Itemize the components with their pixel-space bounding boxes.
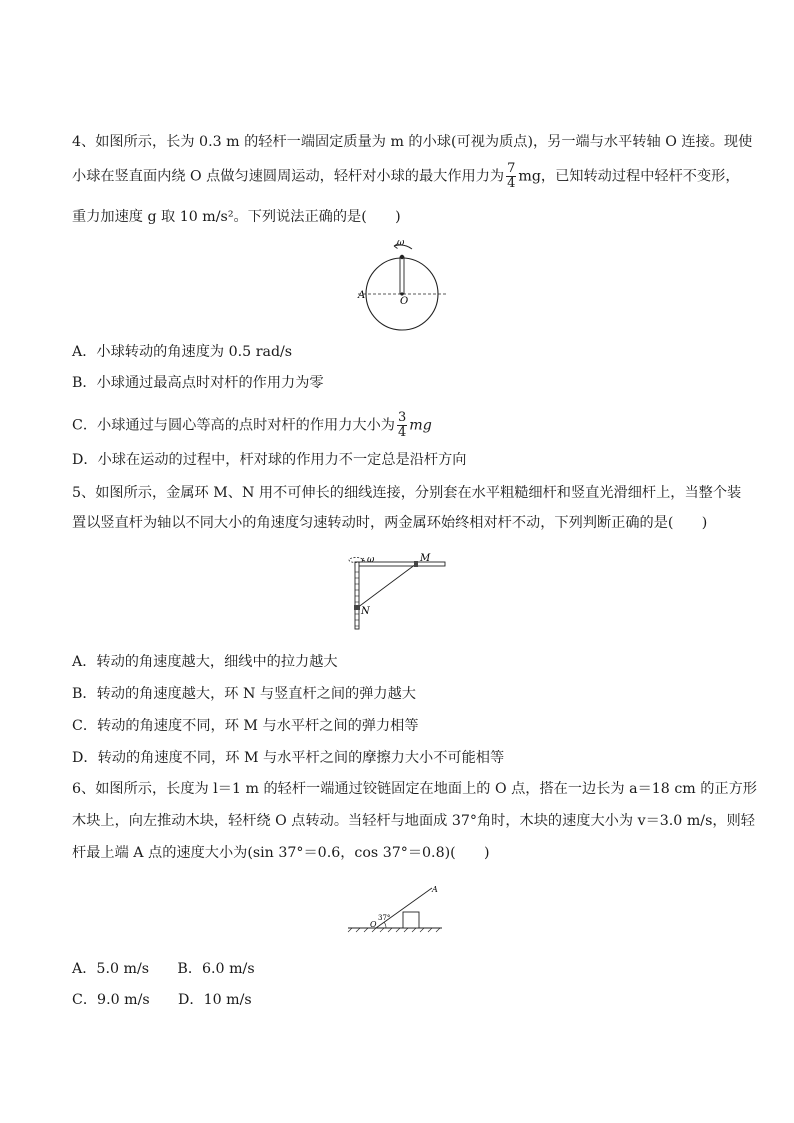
- question-6-stem-line-2: 木块上，向左推动木块，轻杆绕 O 点转动。当轻杆与地面成 37°角时，木块的速度大小为 v＝3.0 m/s，则轻: [72, 813, 755, 829]
- question-4-stem-line-1: 4、如图所示，长为 0.3 m 的轻杆一端固定质量为 m 的小球(可视为质点)，另一端与水平转轴 O 连接。现使: [72, 134, 753, 150]
- ring-n-label: N: [361, 606, 370, 617]
- light-rod: [400, 257, 404, 294]
- question-5-option-b: B．转动的角速度越大，环 N 与竖直杆之间的弹力越大: [72, 686, 416, 702]
- question-6-stem-line-3: 杆最上端 A 点的速度大小为(sin 37°＝0.6，cos 37°＝0.8)( ): [72, 845, 490, 861]
- question-4-stem-line-3: 重力加速度 g 取 10 m/s²。下列说法正确的是( ): [72, 209, 401, 225]
- question-4-stem-line-2: 小球在竖直面内绕 O 点做匀速圆周运动，轻杆对小球的最大作用力为 $\frac{7}{4}$ mg，已知转动过程中轻杆不变形，: [72, 161, 740, 191]
- question-4-option-d: D．小球在运动的过程中，杆对球的作用力不一定总是沿杆方向: [72, 452, 467, 468]
- rod-on-block-figure: [346, 883, 446, 933]
- question-5-stem-line-1: 5、如图所示，金属环 M、N 用不可伸长的细线连接，分别套在水平粗糙细杆和竖直光滑细杆上，当整个装: [72, 485, 742, 501]
- question-4-option-b: B．小球通过最高点时对杆的作用力为零: [72, 375, 324, 391]
- question-5-stem-line-2: 置以竖直杆为轴以不同大小的角速度匀速转动时，两金属环始终相对杆不动，下列判断正确的是( ): [72, 515, 708, 531]
- fraction-7-4: $\frac{7}{4}$: [507, 161, 516, 191]
- omega-label: ω: [367, 555, 375, 565]
- rotating-rod-figure: [352, 238, 452, 338]
- rotation-arrowhead: [362, 558, 365, 561]
- point-a-label: A: [432, 885, 438, 894]
- question-6-number: 6、: [72, 781, 96, 797]
- square-block: [403, 912, 419, 928]
- angle-label: 37°: [378, 914, 391, 922]
- question-4-option-c: C．小球通过与圆心等高的点时对杆的作用力大小为 $\frac{3}{4}$ mg: [72, 410, 432, 440]
- question-4-option-a: A．小球转动的角速度为 0.5 rad/s: [72, 344, 293, 360]
- omega-label: ω: [397, 238, 405, 248]
- ring-n: [354, 605, 360, 610]
- point-a-label: A: [358, 290, 366, 301]
- question-6-options-ab: A．5.0 m/s B．6.0 m/s: [72, 961, 255, 977]
- ring-m: [414, 561, 418, 567]
- question-5-option-c: C．转动的角速度不同，环 M 与水平杆之间的弹力相等: [72, 718, 419, 734]
- rings-on-rods-figure: [340, 552, 452, 632]
- question-5-option-a: A．转动的角速度越大，细线中的拉力越大: [72, 654, 338, 670]
- question-4-number: 4、: [72, 134, 96, 150]
- question-5-number: 5、: [72, 485, 96, 501]
- question-5-option-d: D．转动的角速度不同，环 M 与水平杆之间的摩擦力大小不可能相等: [72, 750, 505, 766]
- question-6-options-cd: C．9.0 m/s D．10 m/s: [72, 992, 252, 1008]
- ring-m-label: M: [420, 553, 431, 564]
- angle-arc: [384, 922, 386, 928]
- point-o-label: O: [370, 920, 377, 929]
- ground-hatching: [348, 928, 440, 932]
- ball: [400, 255, 404, 259]
- point-o-label: O: [400, 296, 409, 307]
- fraction-3-4: $\frac{3}{4}$: [397, 410, 407, 440]
- connecting-string: [357, 564, 416, 608]
- question-6-stem-line-1: 6、如图所示，长度为 l＝1 m 的轻杆一端通过铰链固定在地面上的 O 点，搭在一边长为 a＝18 cm 的正方形: [72, 781, 757, 797]
